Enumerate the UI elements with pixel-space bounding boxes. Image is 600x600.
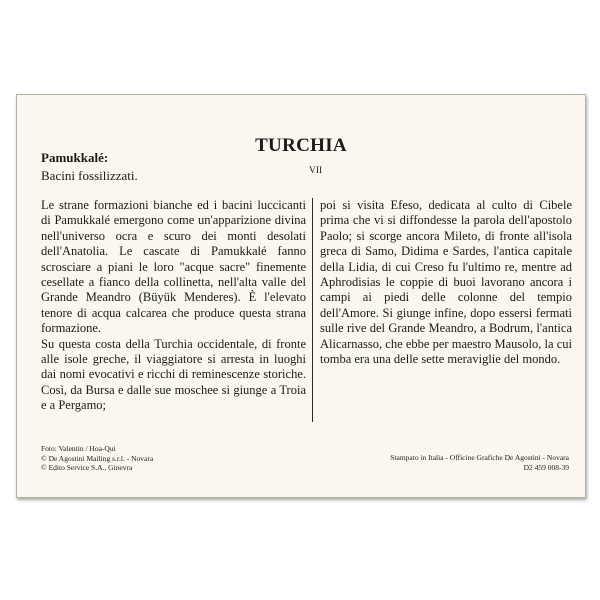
credit-line-mailing: © De Agostini Mailing s.r.l. - Novara [41, 453, 154, 463]
card-subtitle: Bacini fossilizzati. [41, 168, 138, 183]
credit-line-edito: © Edito Service S.A., Ginevra [41, 463, 133, 473]
printed-in-line: Stampato in Italia - Officine Grafiche De Agostini - Novara [390, 453, 569, 462]
card-subject: Pamukkalé: [41, 150, 109, 165]
right-column [320, 198, 572, 367]
left-column [41, 198, 306, 414]
photo-credits [41, 444, 153, 473]
column-divider [312, 198, 313, 422]
credit-line-photo: Foto: Valentin / Hoa-Qui [41, 444, 116, 453]
print-info [390, 453, 569, 472]
right-paragraph-1: poi si visita Efeso, dedicata al culto di Cibele prima che vi si diffondesse la parola dell'apostolo Paolo; si scorge ancora Mileto, di fronte all'isola greca di Samo, Didima e Sardes, l'antica capitale della Lidia, di cui Creso fu l'ultimo re, mentre ad Aphrodisias le coppie di buoi lavorano ancora i campi ai piedi delle colonne del tempio dell'Amore. Si giunge infine, dopo essersi fermati sulle rive del Grande Meandro, a Bodrum, l'antica Alicarnasso, che ebbe per maestro Mausolo, la cui tomba era una delle sette meraviglie del mondo. [320, 198, 572, 367]
card-code: D2 459 008-39 [523, 462, 569, 472]
card-title: TURCHIA [255, 135, 347, 156]
left-paragraph-1: Le strane formazioni bianche ed i bacini luccicanti di Pamukkalé emergono come un'apparizione divina nell'universo ocra e scuro dei monti desolati dell'Anatolia. Le cascate di Pamukkalé fanno scrosciare a piani le loro "acque sacre" finemente cesellate a fianco della collinetta, nell'alta valle del Grande Meandro (Büyük Menderes). È l'elevato tenore di acqua calcarea che produce questa strana formazione. [41, 198, 306, 336]
card-roman-numeral: VII [309, 166, 323, 176]
postcard [16, 94, 586, 498]
left-paragraph-2: Su questa costa della Turchia occidentale, di fronte alle isole greche, il viaggiatore si arresta in luoghi dai nomi evocativi e ricchi di reminescenze storiche. Così, da Bursa e dalle sue moschee si giunge a Troia e a Pergamo; [41, 336, 306, 413]
